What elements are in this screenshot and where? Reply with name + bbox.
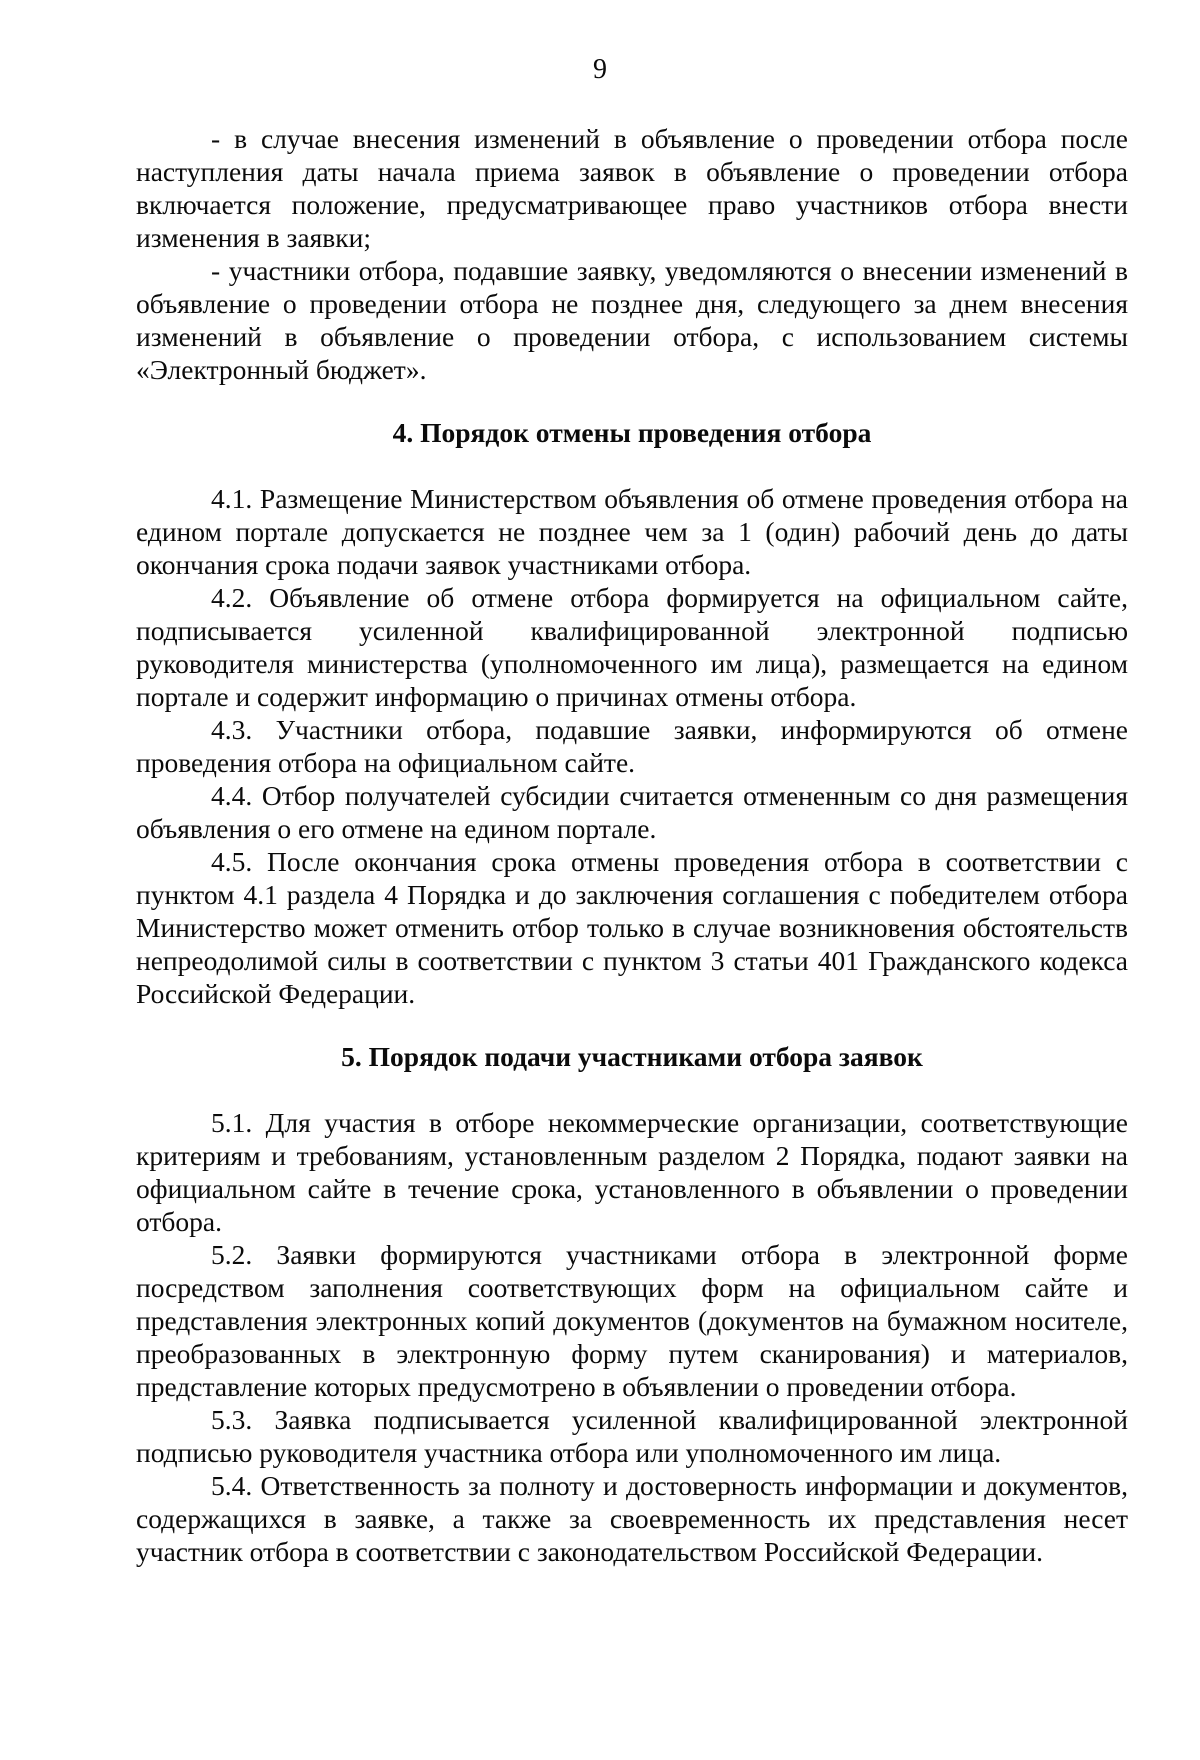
document-body <box>136 122 1128 1568</box>
paragraph-5-3: 5.3. Заявка подписывается усиленной квалифицированной электронной подписью руководителя участника отбора или уполномоченного им лица. <box>136 1404 1128 1468</box>
paragraph-5-2: 5.2. Заявки формируются участниками отбора в электронной форме посредством заполнения соответствующих форм на официальном сайте и представления электронных копий документов (документов на бумажном носителе, преобразованных в электронную форму путем сканирования) и материалов, представление которых предусмотрено в объявлении о проведении отбора. <box>136 1239 1128 1402</box>
paragraph-4-2: 4.2. Объявление об отмене отбора формируется на официальном сайте, подписывается усиленной квалифицированной электронной подписью руководителя министерства (уполномоченного им лица), размещается на едином портале и содержит информацию о причинах отмены отбора. <box>136 582 1128 712</box>
paragraph-5-4: 5.4. Ответственность за полноту и достоверность информации и документов, содержащихся в заявке, а также за своевременность их представления несет участник отбора в соответствии с законодательством Российской Федерации. <box>136 1470 1128 1567</box>
paragraph-5-1: 5.1. Для участия в отборе некоммерческие организации, соответствующие критериям и требованиям, установленным разделом 2 Порядка, подают заявки на официальном сайте в течение срока, установленного в объявлении о проведении отбора. <box>136 1107 1128 1237</box>
paragraph-4-4: 4.4. Отбор получателей субсидии считается отмененным со дня размещения объявления о его отмене на едином портале. <box>136 780 1128 844</box>
section-4-heading: 4. Порядок отмены проведения отбора <box>392 417 872 448</box>
paragraph-4-1: 4.1. Размещение Министерством объявления об отмене проведения отбора на едином портале допускается не позднее чем за 1 (один) рабочий день до даты окончания срока подачи заявок участниками отбора. <box>136 483 1128 580</box>
paragraph-4-3: 4.3. Участники отбора, подавшие заявки, информируются об отмене проведения отбора на официальном сайте. <box>136 714 1128 778</box>
section-5-heading: 5. Порядок подачи участниками отбора заявок <box>341 1041 923 1072</box>
page-number: 9 <box>593 54 607 85</box>
intro-paragraph-2: - участники отбора, подавшие заявку, уведомляются о внесении изменений в объявление о проведении отбора не позднее дня, следующего за днем внесения изменений в объявление о проведении отбора, с использованием системы «Электронный бюджет». <box>136 255 1128 385</box>
paragraph-4-5: 4.5. После окончания срока отмены проведения отбора в соответствии с пунктом 4.1 раздела 4 Порядка и до заключения соглашения с победителем отбора Министерство может отменить отбор только в случае возникновения обстоятельств непреодолимой силы в соответствии с пунктом 3 статьи 401 Гражданского кодекса Российской Федерации. <box>136 846 1128 1009</box>
intro-paragraph-1: - в случае внесения изменений в объявление о проведении отбора после наступления даты начала приема заявок в объявление о проведении отбора включается положение, предусматривающее право участников отбора внести изменения в заявки; <box>136 123 1128 253</box>
